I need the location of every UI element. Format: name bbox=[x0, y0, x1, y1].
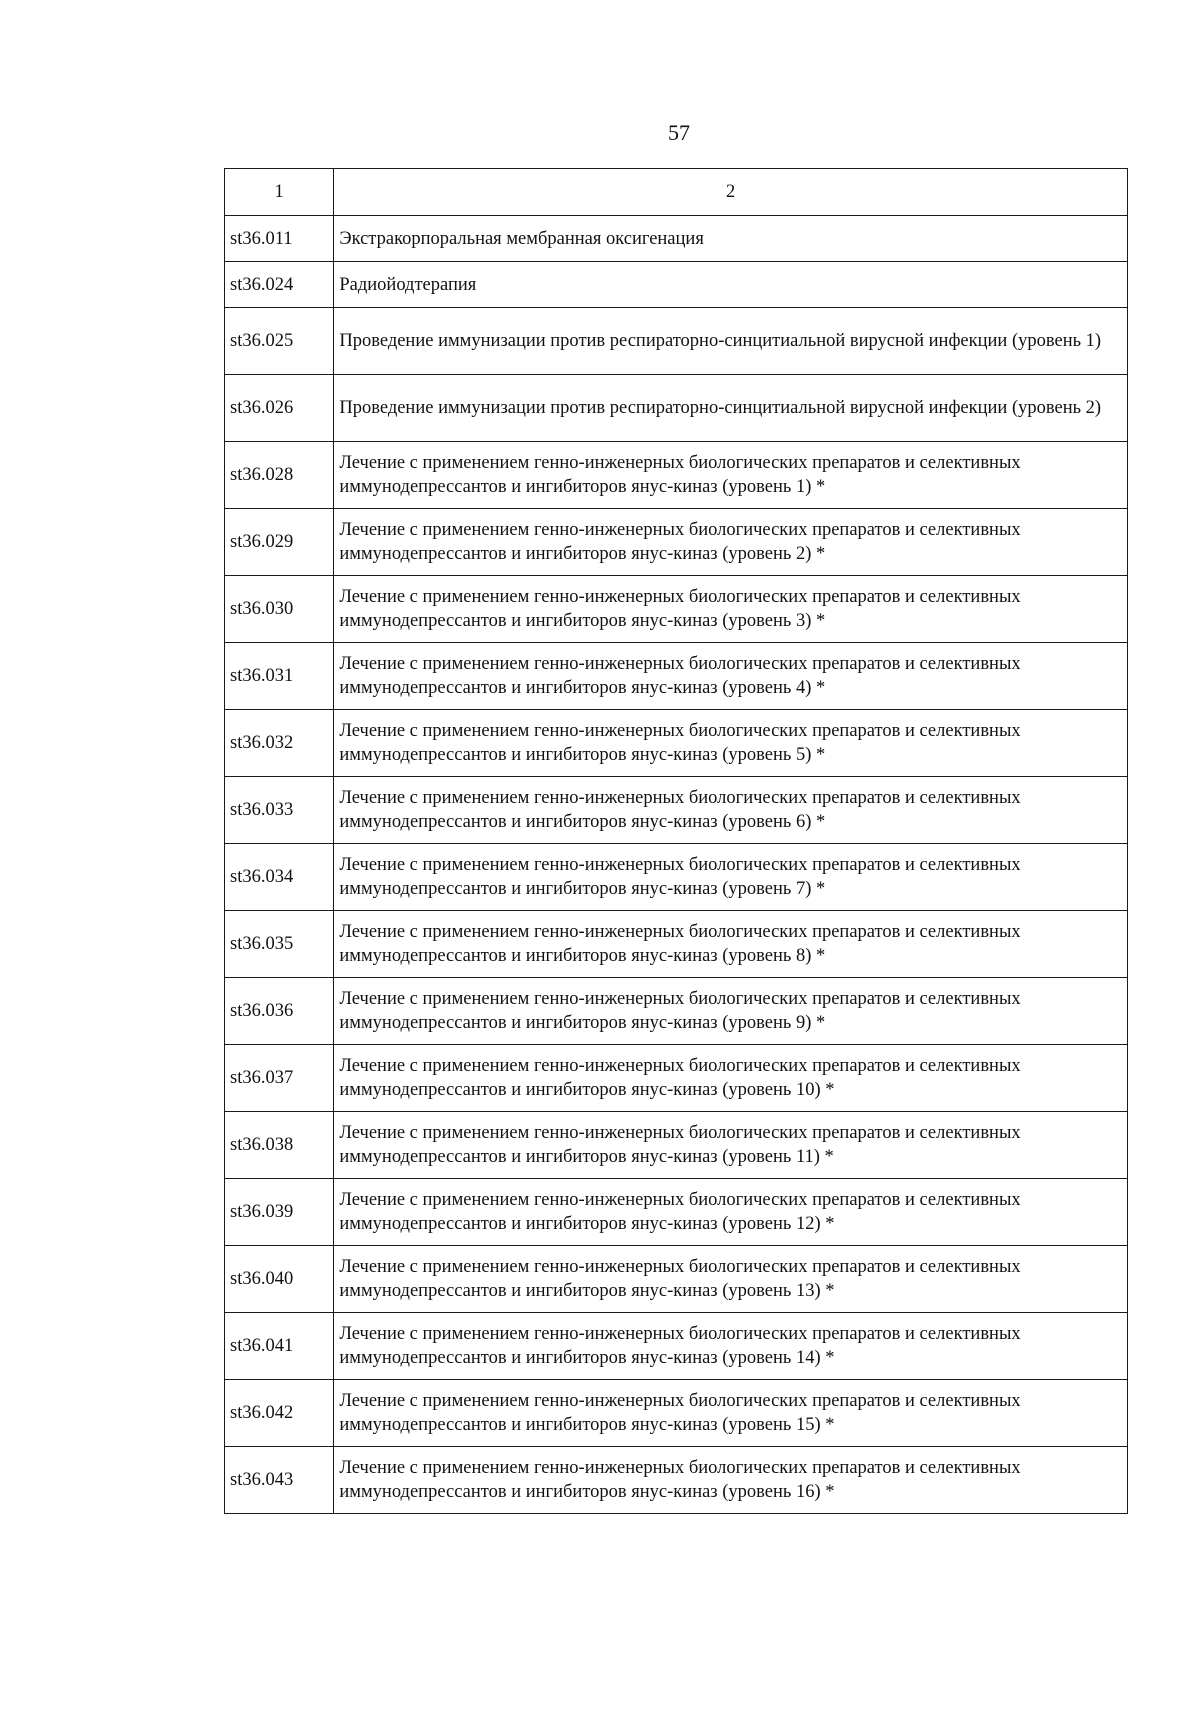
row-name: Экстракорпоральная мембранная оксигенация bbox=[334, 216, 1128, 262]
table-row bbox=[225, 1447, 1128, 1514]
table-row bbox=[225, 509, 1128, 576]
row-code: st36.026 bbox=[225, 375, 334, 442]
row-code: st36.011 bbox=[225, 216, 334, 262]
page-number: 57 bbox=[668, 120, 690, 145]
table-row bbox=[225, 442, 1128, 509]
table-row bbox=[225, 1112, 1128, 1179]
row-name: Лечение с применением генно-инженерных биологических препаратов и селективных иммунодепрессантов и ингибиторов янус-киназ (уровень 15) * bbox=[334, 1380, 1128, 1447]
row-name: Лечение с применением генно-инженерных биологических препаратов и селективных иммунодепрессантов и ингибиторов янус-киназ (уровень 11) * bbox=[334, 1112, 1128, 1179]
row-code: st36.028 bbox=[225, 442, 334, 509]
row-name: Лечение с применением генно-инженерных биологических препаратов и селективных иммунодепрессантов и ингибиторов янус-киназ (уровень 14) * bbox=[334, 1313, 1128, 1380]
table-row bbox=[225, 1179, 1128, 1246]
row-name: Лечение с применением генно-инженерных биологических препаратов и селективных иммунодепрессантов и ингибиторов янус-киназ (уровень 3) * bbox=[334, 576, 1128, 643]
row-name: Лечение с применением генно-инженерных биологических препаратов и селективных иммунодепрессантов и ингибиторов янус-киназ (уровень 9) * bbox=[334, 978, 1128, 1045]
row-name: Лечение с применением генно-инженерных биологических препаратов и селективных иммунодепрессантов и ингибиторов янус-киназ (уровень 2) * bbox=[334, 509, 1128, 576]
row-code: st36.033 bbox=[225, 777, 334, 844]
table-row bbox=[225, 1380, 1128, 1447]
table-row bbox=[225, 978, 1128, 1045]
row-name: Лечение с применением генно-инженерных биологических препаратов и селективных иммунодепрессантов и ингибиторов янус-киназ (уровень 5) * bbox=[334, 710, 1128, 777]
row-code: st36.038 bbox=[225, 1112, 334, 1179]
row-name: Проведение иммунизации против респираторно-синцитиальной вирусной инфекции (уровень 2) bbox=[334, 375, 1128, 442]
row-name: Лечение с применением генно-инженерных биологических препаратов и селективных иммунодепрессантов и ингибиторов янус-киназ (уровень 8) * bbox=[334, 911, 1128, 978]
row-code: st36.035 bbox=[225, 911, 334, 978]
row-code: st36.032 bbox=[225, 710, 334, 777]
table-row bbox=[225, 844, 1128, 911]
column-header-1: 1 bbox=[225, 169, 334, 216]
table-row bbox=[225, 643, 1128, 710]
table-row bbox=[225, 308, 1128, 375]
row-name: Лечение с применением генно-инженерных биологических препаратов и селективных иммунодепрессантов и ингибиторов янус-киназ (уровень 1) * bbox=[334, 442, 1128, 509]
row-code: st36.042 bbox=[225, 1380, 334, 1447]
row-code: st36.043 bbox=[225, 1447, 334, 1514]
row-code: st36.024 bbox=[225, 262, 334, 308]
row-code: st36.039 bbox=[225, 1179, 334, 1246]
table-row bbox=[225, 262, 1128, 308]
row-name: Лечение с применением генно-инженерных биологических препаратов и селективных иммунодепрессантов и ингибиторов янус-киназ (уровень 7) * bbox=[334, 844, 1128, 911]
row-name: Лечение с применением генно-инженерных биологических препаратов и селективных иммунодепрессантов и ингибиторов янус-киназ (уровень 12) * bbox=[334, 1179, 1128, 1246]
row-name: Проведение иммунизации против респираторно-синцитиальной вирусной инфекции (уровень 1) bbox=[334, 308, 1128, 375]
table-row bbox=[225, 1045, 1128, 1112]
row-code: st36.029 bbox=[225, 509, 334, 576]
row-name: Лечение с применением генно-инженерных биологических препаратов и селективных иммунодепрессантов и ингибиторов янус-киназ (уровень 6) * bbox=[334, 777, 1128, 844]
row-code: st36.025 bbox=[225, 308, 334, 375]
row-code: st36.037 bbox=[225, 1045, 334, 1112]
row-name: Лечение с применением генно-инженерных биологических препаратов и селективных иммунодепрессантов и ингибиторов янус-киназ (уровень 16) * bbox=[334, 1447, 1128, 1514]
row-code: st36.034 bbox=[225, 844, 334, 911]
row-code: st36.031 bbox=[225, 643, 334, 710]
table-row bbox=[225, 375, 1128, 442]
table-row bbox=[225, 1313, 1128, 1380]
table-row bbox=[225, 216, 1128, 262]
row-name: Радиойодтерапия bbox=[334, 262, 1128, 308]
row-name: Лечение с применением генно-инженерных биологических препаратов и селективных иммунодепрессантов и ингибиторов янус-киназ (уровень 13) * bbox=[334, 1246, 1128, 1313]
row-name: Лечение с применением генно-инженерных биологических препаратов и селективных иммунодепрессантов и ингибиторов янус-киназ (уровень 4) * bbox=[334, 643, 1128, 710]
table-row bbox=[225, 710, 1128, 777]
row-code: st36.036 bbox=[225, 978, 334, 1045]
table-row bbox=[225, 576, 1128, 643]
table-row bbox=[225, 777, 1128, 844]
row-name: Лечение с применением генно-инженерных биологических препаратов и селективных иммунодепрессантов и ингибиторов янус-киназ (уровень 10) * bbox=[334, 1045, 1128, 1112]
table-header-row bbox=[225, 169, 1128, 216]
column-header-2: 2 bbox=[334, 169, 1128, 216]
row-code: st36.041 bbox=[225, 1313, 334, 1380]
tariff-table bbox=[224, 168, 1128, 1514]
table-row bbox=[225, 1246, 1128, 1313]
table-row bbox=[225, 911, 1128, 978]
row-code: st36.040 bbox=[225, 1246, 334, 1313]
row-code: st36.030 bbox=[225, 576, 334, 643]
